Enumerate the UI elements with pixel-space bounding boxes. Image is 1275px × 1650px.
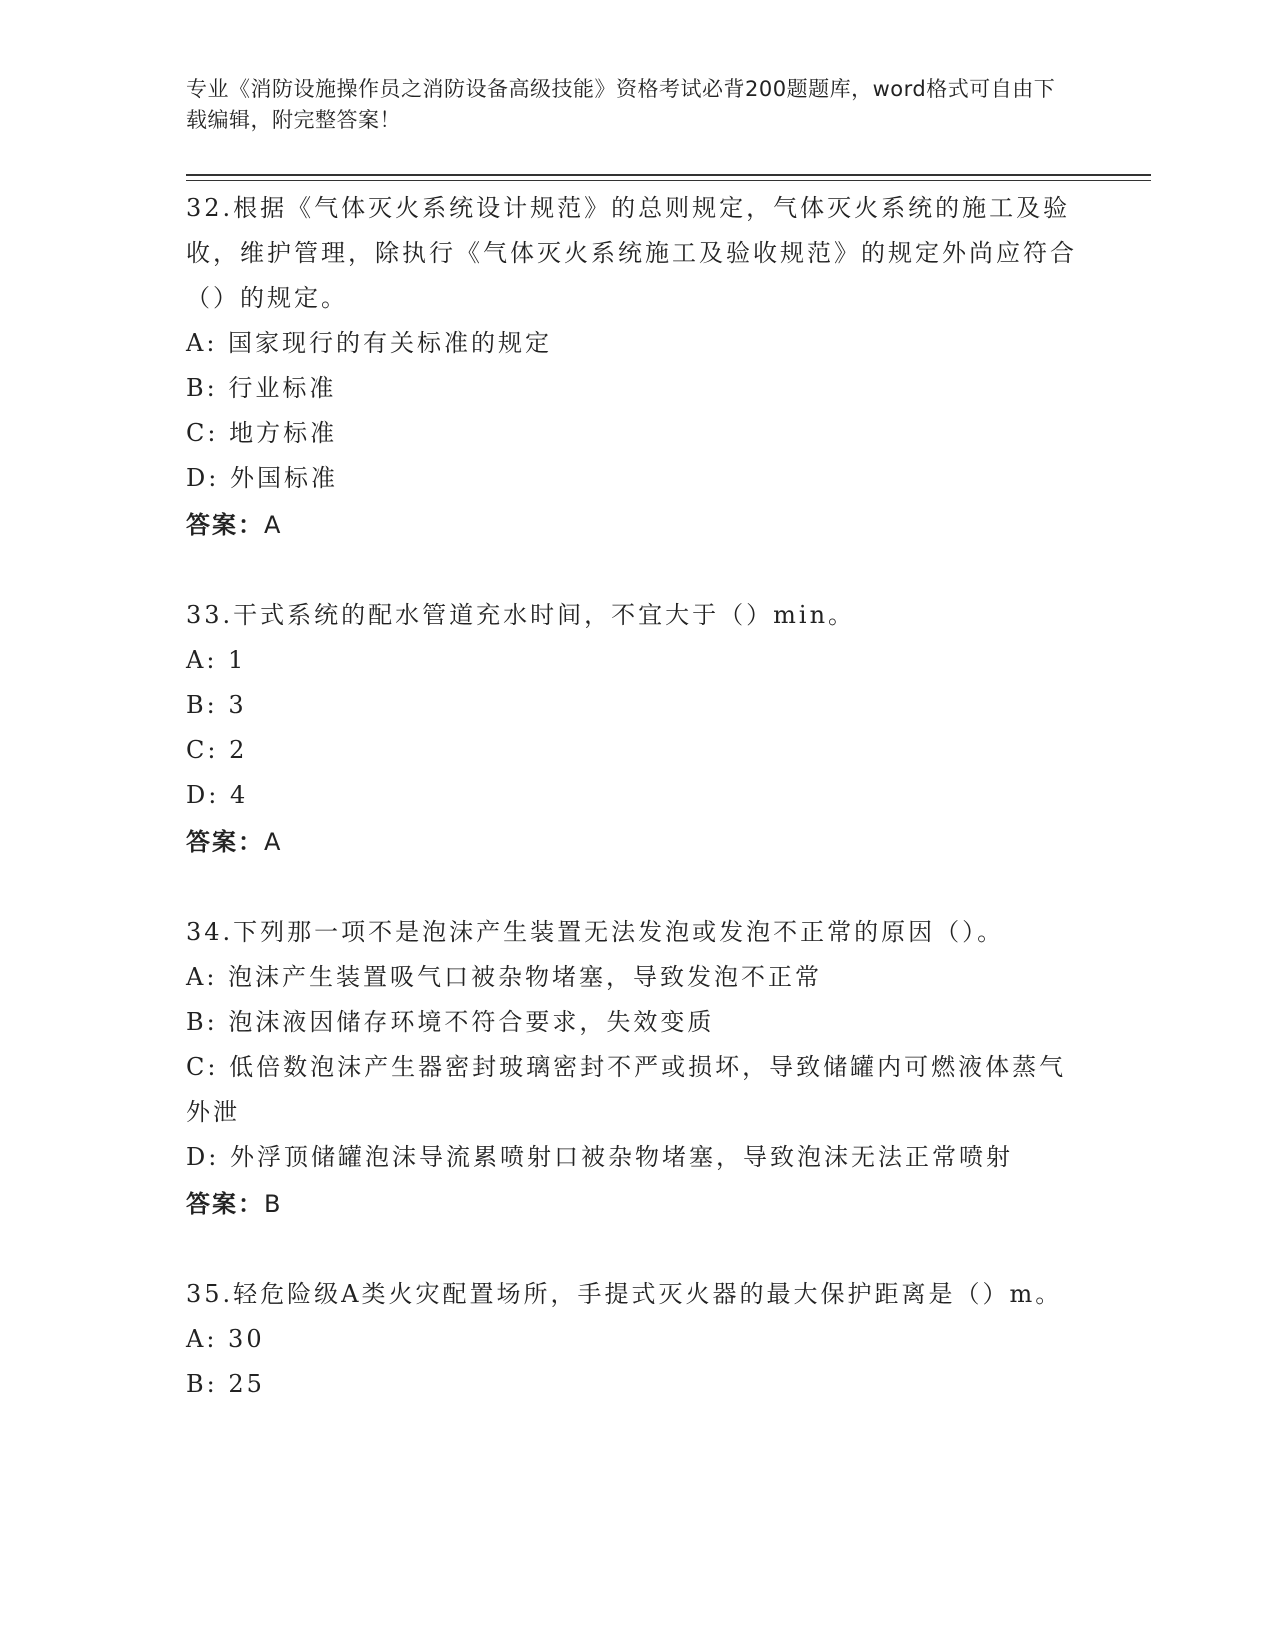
answer-value: A (264, 828, 283, 856)
answer-line (186, 818, 1086, 866)
option-a: A: 30 (186, 1325, 265, 1353)
document-header: 专业《消防设施操作员之消防设备高级技能》资格考试必背200题题库，word格式可自由下载编辑，附完整答案！ (186, 77, 1056, 132)
option-d: D: 4 (186, 781, 249, 809)
answer-label: 答案： (186, 1190, 264, 1218)
answer-value: B (264, 1190, 283, 1218)
question-list (186, 186, 1086, 1451)
answer-label: 答案： (186, 511, 264, 539)
option-b: B: 行业标准 (186, 374, 337, 402)
question-stem: 34.下列那一项不是泡沫产生装置无法发泡或发泡不正常的原因（）。 (186, 918, 1005, 946)
option-a: A: 泡沫产生装置吸气口被杂物堵塞，导致发泡不正常 (186, 963, 823, 991)
answer-value: A (264, 511, 283, 539)
option-a: A: 国家现行的有关标准的规定 (186, 329, 553, 357)
option-c: C: 低倍数泡沫产生器密封玻璃密封不严或损坏，导致储罐内可燃液体蒸气外泄 (186, 1053, 1067, 1126)
answer-line (186, 501, 1086, 549)
question-35 (186, 1272, 1086, 1407)
question-33 (186, 593, 1086, 866)
answer-line (186, 1180, 1086, 1228)
answer-label: 答案： (186, 828, 264, 856)
question-stem: 32.根据《气体灭火系统设计规范》的总则规定，气体灭火系统的施工及验收，维护管理，除执行《气体灭火系统施工及验收规范》的规定外尚应符合（）的规定。 (186, 194, 1077, 312)
option-d: D: 外浮顶储罐泡沫导流累喷射口被杂物堵塞，导致泡沫无法正常喷射 (186, 1143, 1013, 1171)
option-a: A: 1 (186, 646, 247, 674)
option-b: B: 3 (186, 691, 247, 719)
option-c: C: 地方标准 (186, 419, 338, 447)
question-34 (186, 910, 1086, 1228)
question-stem: 35.轻危险级A类火灾配置场所，手提式灭火器的最大保护距离是（）m。 (186, 1280, 1063, 1308)
header-divider-thick (186, 174, 1151, 176)
option-c: C: 2 (186, 736, 248, 764)
option-d: D: 外国标准 (186, 464, 338, 492)
question-32 (186, 186, 1086, 549)
option-b: B: 25 (186, 1370, 265, 1398)
question-stem: 33.干式系统的配水管道充水时间，不宜大于（）min。 (186, 601, 856, 629)
option-b: B: 泡沫液因储存环境不符合要求，失效变质 (186, 1008, 715, 1036)
header-divider-thin (186, 180, 1151, 181)
